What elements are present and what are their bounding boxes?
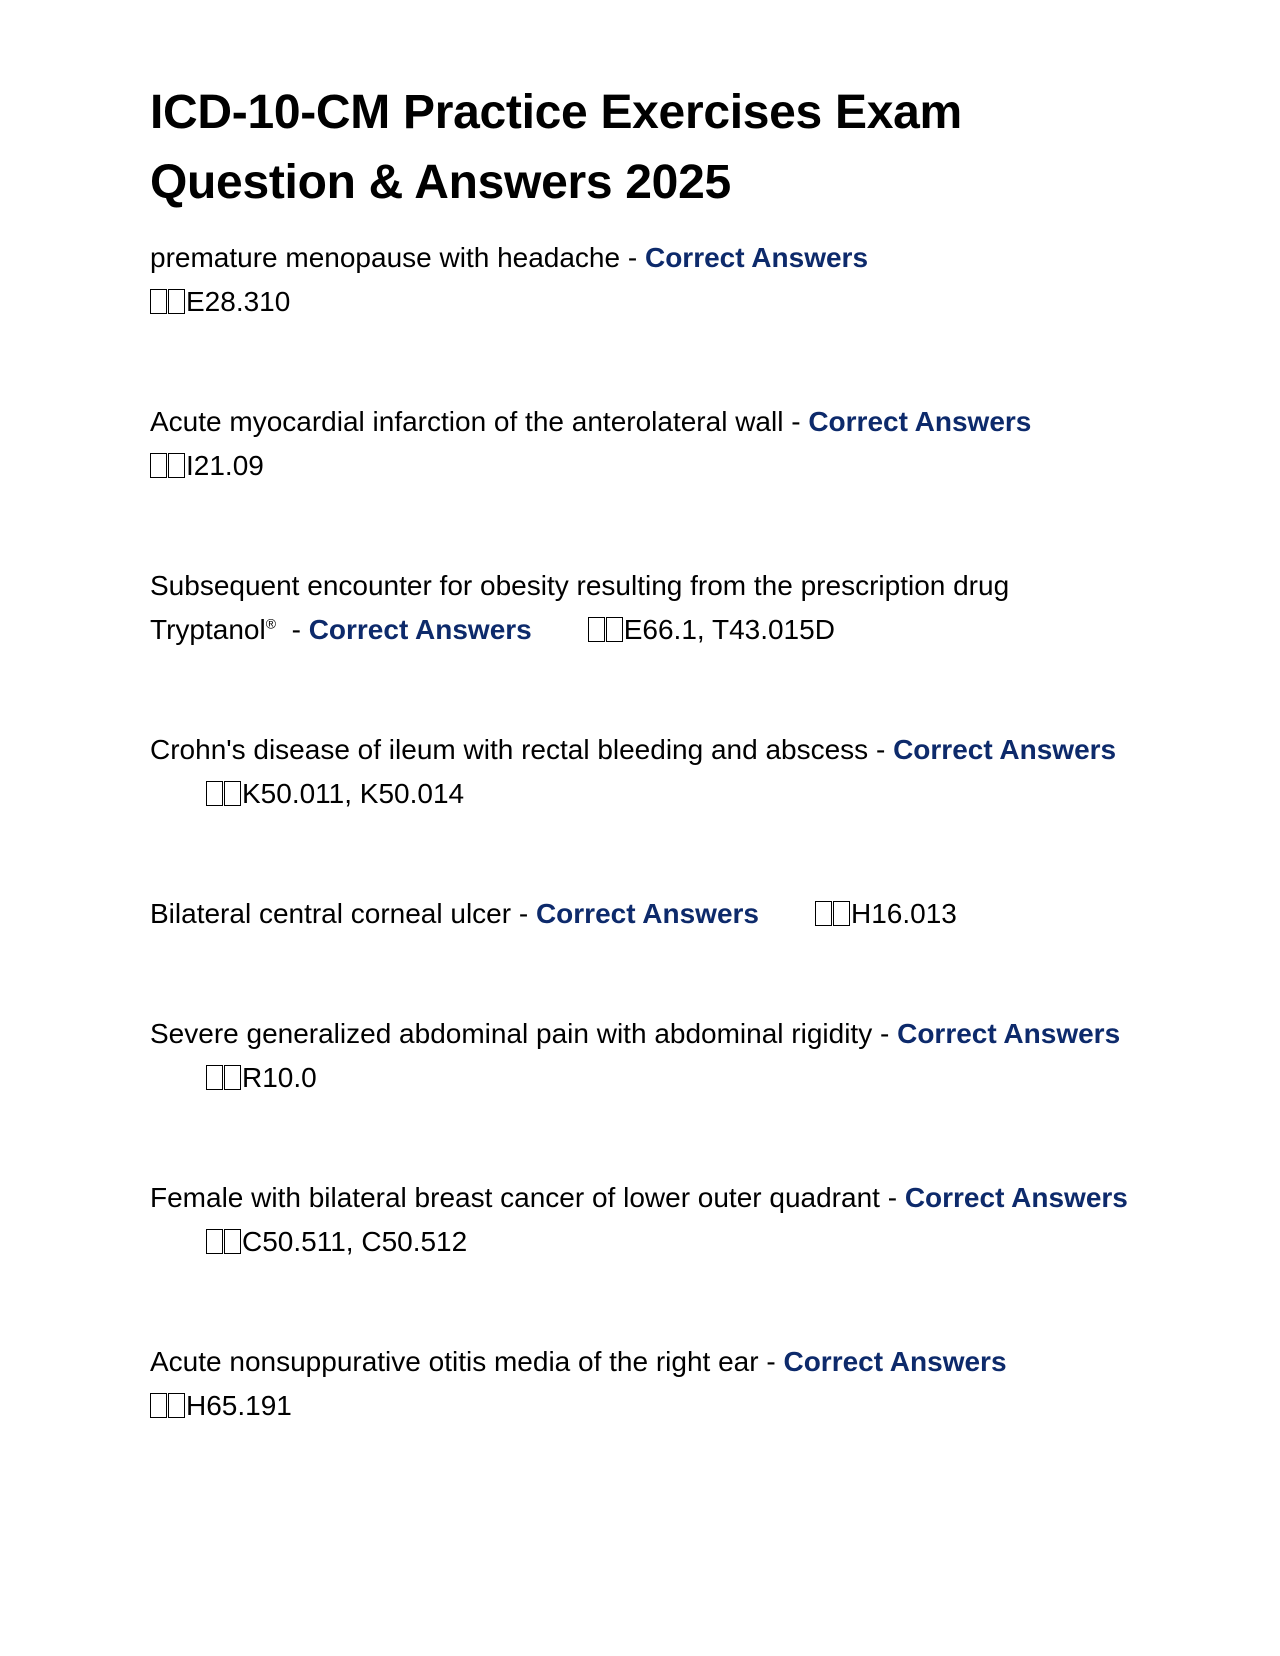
- question-text: Subsequent encounter for obesity resulting from the prescription drug Tryptanol: [150, 570, 1010, 645]
- question-text: Acute myocardial infarction of the anterolateral wall -: [150, 406, 809, 437]
- correct-answers-label: Correct Answers: [644, 242, 869, 273]
- missing-glyph-icon: [168, 453, 185, 478]
- missing-glyph-icon: [206, 1229, 223, 1254]
- missing-glyph-icon: [224, 781, 241, 806]
- qa-item: [150, 728, 1140, 816]
- document-title: ICD-10-CM Practice Exercises Exam Question & Answers 2025: [150, 86, 962, 209]
- answer-code: H65.191: [186, 1390, 292, 1421]
- qa-item: [150, 1176, 1140, 1264]
- question-text: Bilateral central corneal ulcer -: [150, 898, 536, 929]
- question-text: Female with bilateral breast cancer of lower outer quadrant -: [150, 1182, 905, 1213]
- answer-code: I21.09: [186, 450, 264, 481]
- question-text: Crohn's disease of ileum with rectal bleeding and abscess -: [150, 734, 894, 765]
- missing-glyph-icon: [168, 1393, 185, 1418]
- missing-glyph-icon: [833, 901, 850, 926]
- correct-answers-label: Correct Answers: [308, 614, 532, 645]
- question-text: premature menopause with headache -: [150, 242, 645, 273]
- qa-item: [150, 1340, 1140, 1428]
- missing-glyph-icon: [224, 1229, 241, 1254]
- correct-answers-label: Correct Answers: [783, 1346, 1007, 1377]
- qa-item: [150, 400, 1140, 488]
- qa-item: [150, 892, 1140, 936]
- missing-glyph-icon: [588, 617, 605, 642]
- missing-glyph-icon: [606, 617, 623, 642]
- document-page: [150, 78, 1140, 1504]
- missing-glyph-icon: [150, 453, 167, 478]
- registered-mark: ®: [265, 615, 277, 632]
- missing-glyph-icon: [206, 781, 223, 806]
- missing-glyph-icon: [206, 1065, 223, 1090]
- qa-item: [150, 564, 1140, 652]
- question-text: Acute nonsuppurative otitis media of the right ear -: [150, 1346, 784, 1377]
- answer-code: C50.511, C50.512: [242, 1226, 468, 1257]
- correct-answers-label: Correct Answers: [535, 898, 759, 929]
- answer-code: E66.1, T43.015D: [623, 614, 835, 645]
- question-tail: -: [276, 614, 309, 645]
- correct-answers-label: Correct Answers: [897, 1018, 1121, 1049]
- missing-glyph-icon: [168, 289, 185, 314]
- correct-answers-label: Correct Answers: [808, 406, 1032, 437]
- missing-glyph-icon: [815, 901, 832, 926]
- answer-code: R10.0: [242, 1062, 317, 1093]
- answer-code: H16.013: [851, 898, 957, 929]
- missing-glyph-icon: [150, 289, 167, 314]
- correct-answers-label: Correct Answers: [904, 1182, 1128, 1213]
- answer-code: E28.310: [186, 286, 291, 317]
- missing-glyph-icon: [224, 1065, 241, 1090]
- correct-answers-label: Correct Answers: [893, 734, 1117, 765]
- answer-code: K50.011, K50.014: [242, 778, 465, 809]
- qa-item: [150, 236, 1140, 324]
- qa-item: [150, 1012, 1140, 1100]
- missing-glyph-icon: [150, 1393, 167, 1418]
- question-text: Severe generalized abdominal pain with abdominal rigidity -: [150, 1018, 898, 1049]
